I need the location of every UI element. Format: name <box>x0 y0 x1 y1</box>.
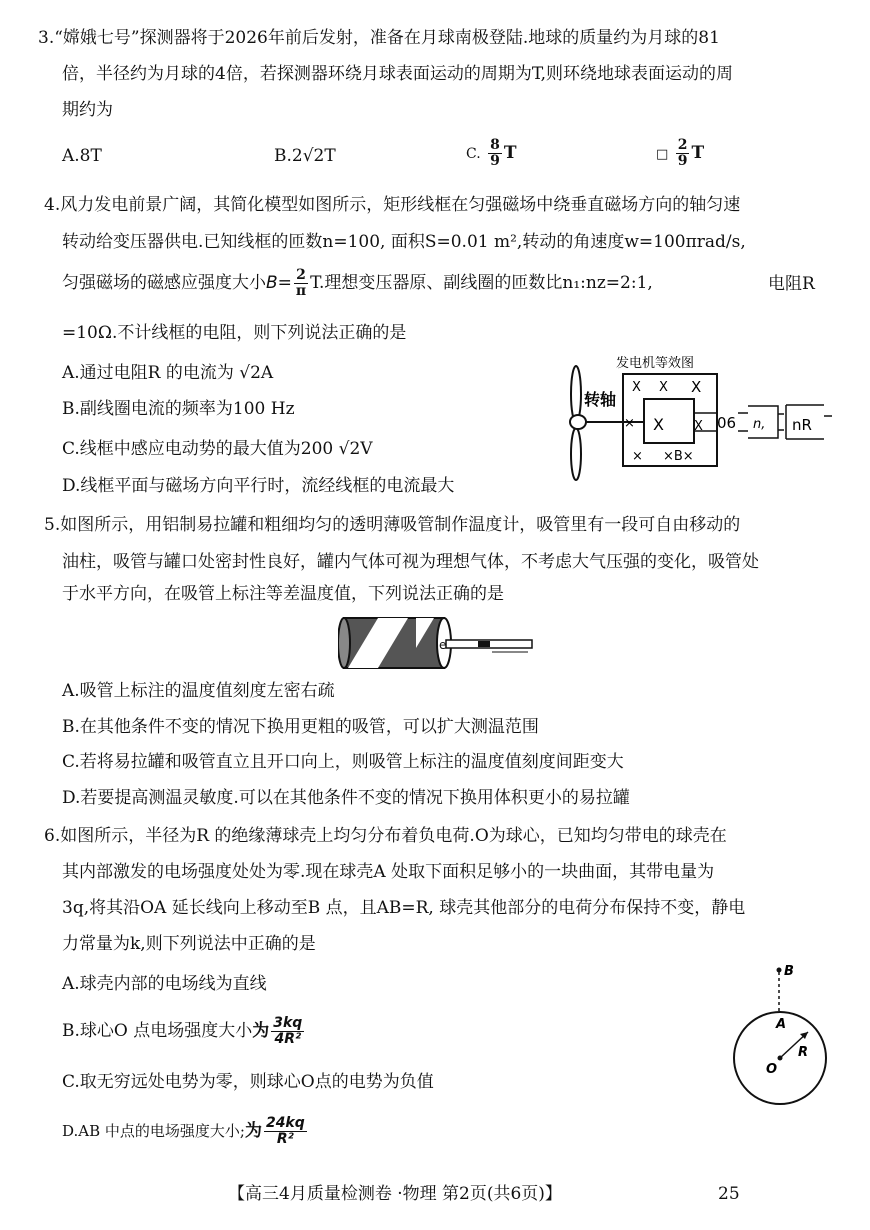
q3-line2: 倍，半径约为月球的4倍，若探测器环绕月球表面运动的周期为T,则环绕地球表面运动的周 <box>62 64 734 84</box>
q5-can-thermometer-figure <box>338 614 534 674</box>
point-b <box>777 968 782 973</box>
q3-option-d-suffix: T <box>691 143 705 163</box>
q3-option-c-numerator: 8 <box>490 137 500 153</box>
q4-option-c: C.线框中感应电动势的最大值为200 √2V <box>62 439 373 459</box>
field-x-bottom-left: × <box>632 449 643 464</box>
q4-line3-b: B= <box>266 273 292 293</box>
q4-line2: 转动给变压器供电.已知线框的匝数n=100, 面积S=0.01 m²,转动的角速度w=100πrad/s, <box>62 232 746 252</box>
q6-option-b-fraction <box>271 1016 304 1047</box>
label-b: B <box>784 964 794 979</box>
can-icon <box>338 618 451 668</box>
q4-line3-prefix: 匀强磁场的磁感应强度大小 <box>62 273 266 293</box>
q6-option-d-numerator: 24kq <box>265 1115 305 1131</box>
field-x-bottom-b: ×B× <box>663 449 694 464</box>
q3-option-d-denominator: 9 <box>677 153 688 169</box>
q5-line3: 于水平方向，在吸管上标注等差温度值，下列说法正确的是 <box>62 584 504 604</box>
label-o: O <box>766 1062 778 1077</box>
transformer-label: n, <box>753 417 766 432</box>
q3-option-c-denominator: 9 <box>490 153 500 169</box>
q6-sphere-figure <box>732 960 832 1110</box>
page-code: 25 <box>718 1184 740 1204</box>
q3-line3: 期约为 <box>62 100 113 120</box>
q6-line1: 6.如图所示，半径为R 的绝缘薄球壳上均匀分布着负电荷.O为球心，已知均匀带电的球壳在 <box>44 826 727 846</box>
q4-line3 <box>62 268 653 299</box>
field-x-1: X <box>632 380 641 395</box>
q6-line3: 3q,将其沿OA 延长线向上移动至B 点，且AB=R, 球壳其他部分的电荷分布保持不变，静电 <box>62 898 746 918</box>
q4-generator-figure <box>560 356 835 502</box>
q3-option-d-numerator: 2 <box>677 137 688 153</box>
page-footer: 【高三4月质量检测卷 ·物理 第2页(共6页)】 <box>228 1184 562 1204</box>
q3-option-b: B.2√2T <box>274 146 336 166</box>
q4-option-b: B.副线圈电流的频率为100 Hz <box>62 399 295 419</box>
field-x-right: X <box>694 419 703 434</box>
figure-title: 发电机等效图 <box>616 356 695 371</box>
label-a: A <box>776 1017 787 1032</box>
q6-option-d-text: D.AB 中点的电场强度大小; <box>62 1122 245 1140</box>
coil-rectangle <box>644 399 694 443</box>
q3-option-c-label: C. <box>466 146 481 162</box>
q6-option-d-denominator: R² <box>276 1131 294 1147</box>
q6-option-b <box>62 1016 306 1047</box>
q4-option-d: D.线框平面与磁场方向平行时，流经线框的电流最大 <box>62 476 455 496</box>
q6-option-d-wei: 为 <box>244 1121 262 1141</box>
field-x-left: × <box>624 416 635 431</box>
q5-option-c: C.若将易拉罐和吸管直立且开口向上，则吸管上标注的温度值刻度间距变大 <box>62 752 624 772</box>
q5-option-d: D.若要提高测温灵敏度.可以在其他条件不变的情况下换用体积更小的易拉罐 <box>62 788 630 808</box>
q4-line4: =10Ω.不计线框的电阻，则下列说法正确的是 <box>62 323 407 343</box>
terminal-label: 06 <box>717 414 737 432</box>
field-x-3: X <box>691 378 702 396</box>
q3-line1: 3.“嫦娥七号”探测器将于2026年前后发射，准备在月球南极登陆.地球的质量约为月球的81 <box>38 28 720 48</box>
q4-line3-resistor: 电阻R <box>768 274 815 294</box>
straw-icon <box>446 640 532 652</box>
label-r: R <box>798 1045 809 1060</box>
q4-b-fraction <box>294 268 308 299</box>
q4-line3-suffix: T.理想变压器原、副线圈的匝数比n₁:nz=2:1, <box>310 273 653 293</box>
q5-line1: 5.如图所示，用铝制易拉罐和粗细均匀的透明薄吸管制作温度计，吸管里有一段可自由移动的 <box>44 515 741 535</box>
oil-column <box>478 641 490 647</box>
field-x-2: X <box>659 380 668 395</box>
q6-option-b-wei: 为 <box>252 1021 270 1041</box>
q3-option-a: A.8T <box>62 146 102 166</box>
q3-option-d-fraction <box>676 138 690 169</box>
svg-text:e: e <box>439 638 447 652</box>
q5-option-a: A.吸管上标注的温度值刻度左密右疏 <box>62 681 335 701</box>
propeller-icon <box>570 366 586 480</box>
q6-option-c: C.取无穷远处电势为零，则球心O点的电势为负值 <box>62 1072 434 1092</box>
q6-option-b-text: B.球心O 点电场强度大小 <box>62 1021 253 1041</box>
q4-b-numerator: 2 <box>296 267 306 283</box>
resistor-label: nR <box>792 416 812 434</box>
shaft-label: 转轴 <box>584 390 617 409</box>
q3-option-c <box>466 138 516 169</box>
q6-option-d-fraction <box>264 1116 307 1147</box>
q6-line4: 力常量为k,则下列说法中正确的是 <box>62 934 316 954</box>
q6-option-d <box>62 1116 309 1147</box>
q4-option-a: A.通过电阻R 的电流为 √2A <box>62 363 274 383</box>
q4-b-denominator: π <box>295 283 307 299</box>
q5-option-b: B.在其他条件不变的情况下换用更粗的吸管，可以扩大测温范围 <box>62 717 539 737</box>
q6-option-a: A.球壳内部的电场线为直线 <box>62 974 267 994</box>
q3-option-c-suffix: T <box>503 143 517 163</box>
q3-option-d-label: □ <box>656 147 669 162</box>
q4-line1: 4.风力发电前景广阔，其简化模型如图所示，矩形线框在匀强磁场中绕垂直磁场方向的轴匀速 <box>44 195 741 215</box>
q3-option-c-fraction <box>488 138 502 169</box>
q6-option-b-denominator: 4R² <box>274 1031 302 1047</box>
q3-option-d <box>656 138 704 169</box>
q5-line2: 油柱，吸管与罐口处密封性良好，罐内气体可视为理想气体，不考虑大气压强的变化，吸管处 <box>62 552 759 572</box>
q6-line2: 其内部激发的电场强度处处为零.现在球壳A 处取下面积足够小的一块曲面，其带电量为 <box>62 862 715 882</box>
q6-option-b-numerator: 3kq <box>273 1015 303 1031</box>
coil-x: X <box>653 415 664 434</box>
